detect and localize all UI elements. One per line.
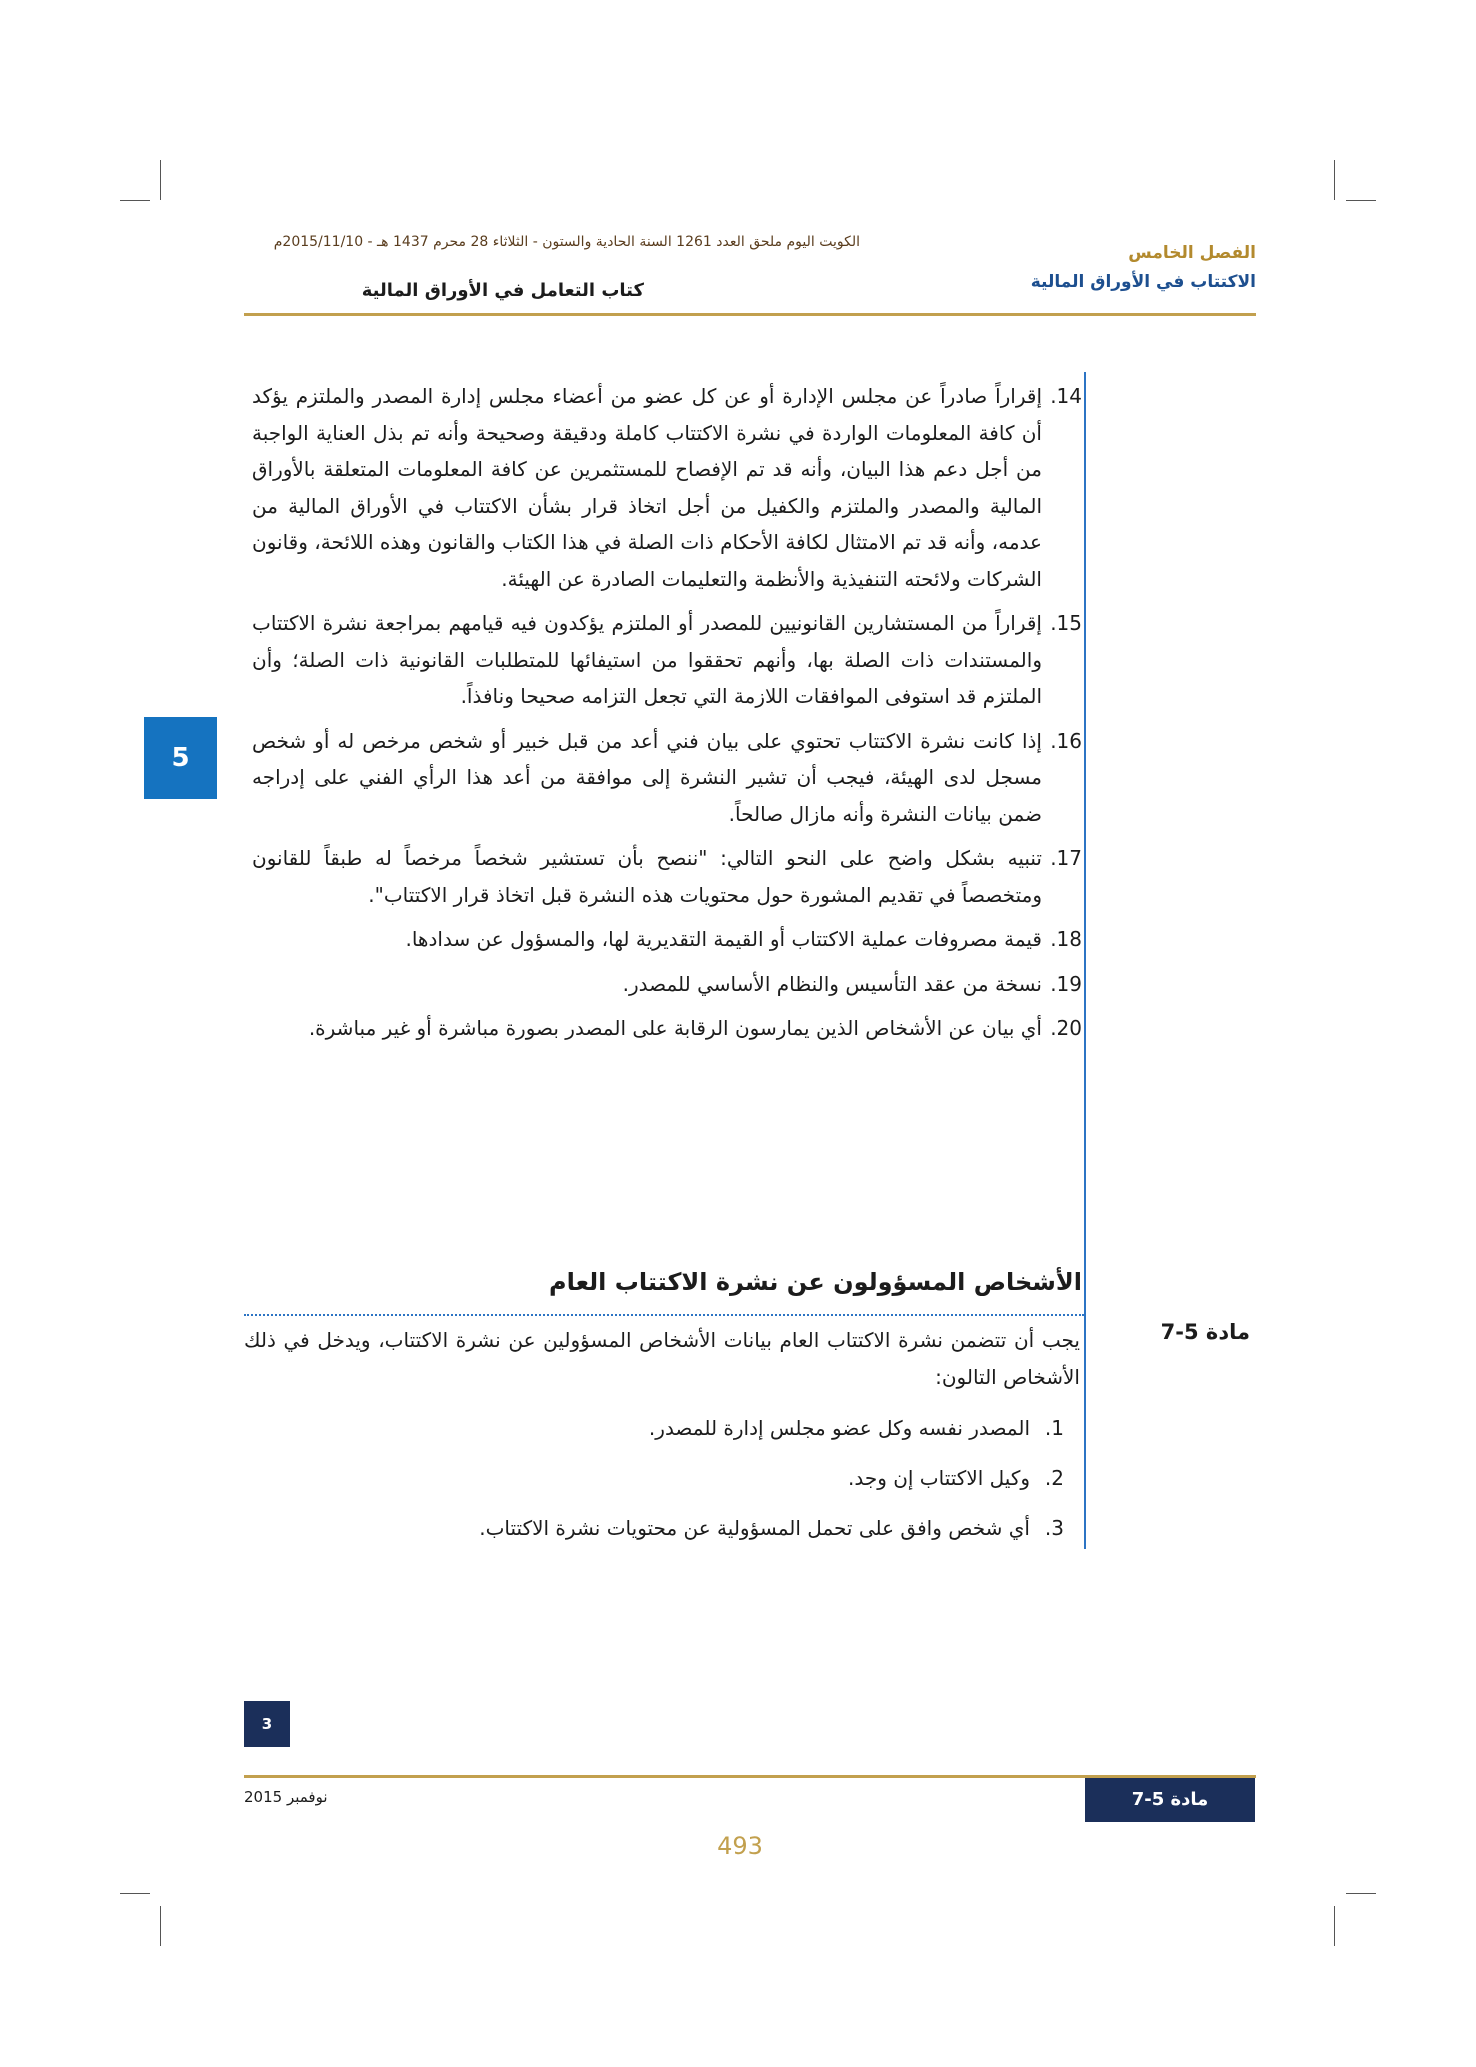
item-number: 1. <box>1044 1416 1064 1440</box>
item-text: تنبيه بشكل واضح على النحو التالي: "ننصح بأن تستشير شخصاً مرخصاً له طبقاً للقانون ومتخصصاً في تقديم المشورة حول محتويات هذه النشرة قبل اتخاذ قرار الاكتتاب". <box>252 846 1042 907</box>
list-item <box>244 1410 1080 1447</box>
list-item <box>252 1010 1082 1047</box>
list-item <box>252 605 1082 715</box>
crop-mark <box>1334 1906 1335 1946</box>
list-item <box>252 723 1082 833</box>
list-item <box>252 921 1082 958</box>
item-text: قيمة مصروفات عملية الاكتتاب أو القيمة التقديرية لها، والمسؤول عن سدادها. <box>405 927 1042 951</box>
list-item <box>244 1510 1080 1547</box>
list-item <box>252 378 1082 597</box>
item-number: 3. <box>1044 1516 1064 1540</box>
chapter-tab: 5 <box>144 717 217 799</box>
responsible-persons-list <box>244 1410 1080 1547</box>
book-title: كتاب التعامل في الأوراق المالية <box>361 280 644 301</box>
crop-mark <box>120 200 150 201</box>
crop-mark <box>160 160 161 200</box>
content-rule <box>1084 372 1086 1549</box>
page-badge: 3 <box>244 1701 290 1747</box>
item-text: إقراراً من المستشارين القانونيين للمصدر أو الملتزم يؤكدون فيه قيامهم بمراجعة نشرة الاكتتاب والمستندات ذات الصلة بها، وأنهم تحققوا من استيفائها للمتطلبات القانونية ذات الصلة؛ وأن الملتزم قد استوفى الموافقات اللازمة التي تجعل التزامه صحيحا ونافذاً. <box>252 611 1042 708</box>
list-item <box>244 1460 1080 1497</box>
item-number: 19. <box>1050 971 1082 996</box>
item-number: 16. <box>1050 728 1082 753</box>
section-title: الأشخاص المسؤولون عن نشرة الاكتتاب العام <box>548 1268 1082 1296</box>
article-body <box>244 1322 1080 1560</box>
footer-date: نوفمبر 2015 <box>244 1788 328 1806</box>
item-text: نسخة من عقد التأسيس والنظام الأساسي للمصدر. <box>622 971 1042 996</box>
item-text: أي بيان عن الأشخاص الذين يمارسون الرقابة على المصدر بصورة مباشرة أو غير مباشرة. <box>308 1016 1042 1040</box>
item-number: 20. <box>1050 1016 1082 1040</box>
chapter-title: الفصل الخامس <box>1128 243 1256 263</box>
item-number: 18. <box>1050 927 1082 951</box>
gazette-line: الكويت اليوم ملحق العدد 1261 السنة الحادية والستون - الثلاثاء 28 محرم 1437 هـ - 2015/11/10م <box>273 234 860 250</box>
list-item <box>252 966 1082 1003</box>
page-number: 493 <box>717 1832 763 1860</box>
crop-mark <box>1346 1893 1376 1894</box>
item-number: 14. <box>1050 384 1082 408</box>
dotted-divider <box>244 1314 1084 1316</box>
requirements-list <box>252 378 1082 1055</box>
header-divider <box>244 313 1256 316</box>
list-item <box>252 840 1082 913</box>
item-text: المصدر نفسه وكل عضو مجلس إدارة للمصدر. <box>648 1416 1030 1440</box>
crop-mark <box>120 1893 150 1894</box>
item-number: 15. <box>1050 611 1082 635</box>
item-text: وكيل الاكتتاب إن وجد. <box>847 1466 1030 1490</box>
crop-mark <box>1346 200 1376 201</box>
item-text: أي شخص وافق على تحمل المسؤولية عن محتويات نشرة الاكتتاب. <box>479 1516 1030 1540</box>
crop-mark <box>160 1906 161 1946</box>
item-text: إقراراً صادراً عن مجلس الإدارة أو عن كل عضو من أعضاء مجلس إدارة المصدر والملتزم يؤكد أن كافة المعلومات الواردة في نشرة الاكتتاب كاملة ودقيقة وصحيحة وأنه تم بذل العناية الواجبة من أجل دعم هذا البيان، وأنه قد تم الإفصاح للمستثمرين عن كافة المعلومات المتعلقة بالأوراق المالية والمصدر والملتزم والكفيل من أجل اتخاذ قرار بشأن الاكتتاب في الأوراق المالية من عدمه، وأنه قد تم الامتثال لكافة الأحكام ذات الصلة في هذا الكتاب والقانون وهذه اللائحة، وقانون الشركات ولائحته التنفيذية والأنظمة والتعليمات الصادرة عن الهيئة. <box>252 384 1042 591</box>
item-number: 2. <box>1044 1466 1064 1490</box>
article-label: مادة 5-7 <box>1160 1320 1250 1344</box>
section-heading: الاكتتاب في الأوراق المالية <box>1030 272 1256 292</box>
item-number: 17. <box>1050 846 1082 870</box>
article-intro: يجب أن تتضمن نشرة الاكتتاب العام بيانات الأشخاص المسؤولين عن نشرة الاكتتاب، ويدخل في ذلك الأشخاص التالون: <box>244 1328 1080 1389</box>
item-text: إذا كانت نشرة الاكتتاب تحتوي على بيان فني أعد من قبل خبير أو شخص مرخص له أو شخص مسجل لدى الهيئة، فيجب أن تشير النشرة إلى موافقة من أعد هذا الرأي الفني على إدراجه ضمن بيانات النشرة وأنه مازال صالحاً. <box>252 728 1042 826</box>
footer-article-label: مادة 5-7 <box>1085 1778 1255 1822</box>
crop-mark <box>1334 160 1335 200</box>
